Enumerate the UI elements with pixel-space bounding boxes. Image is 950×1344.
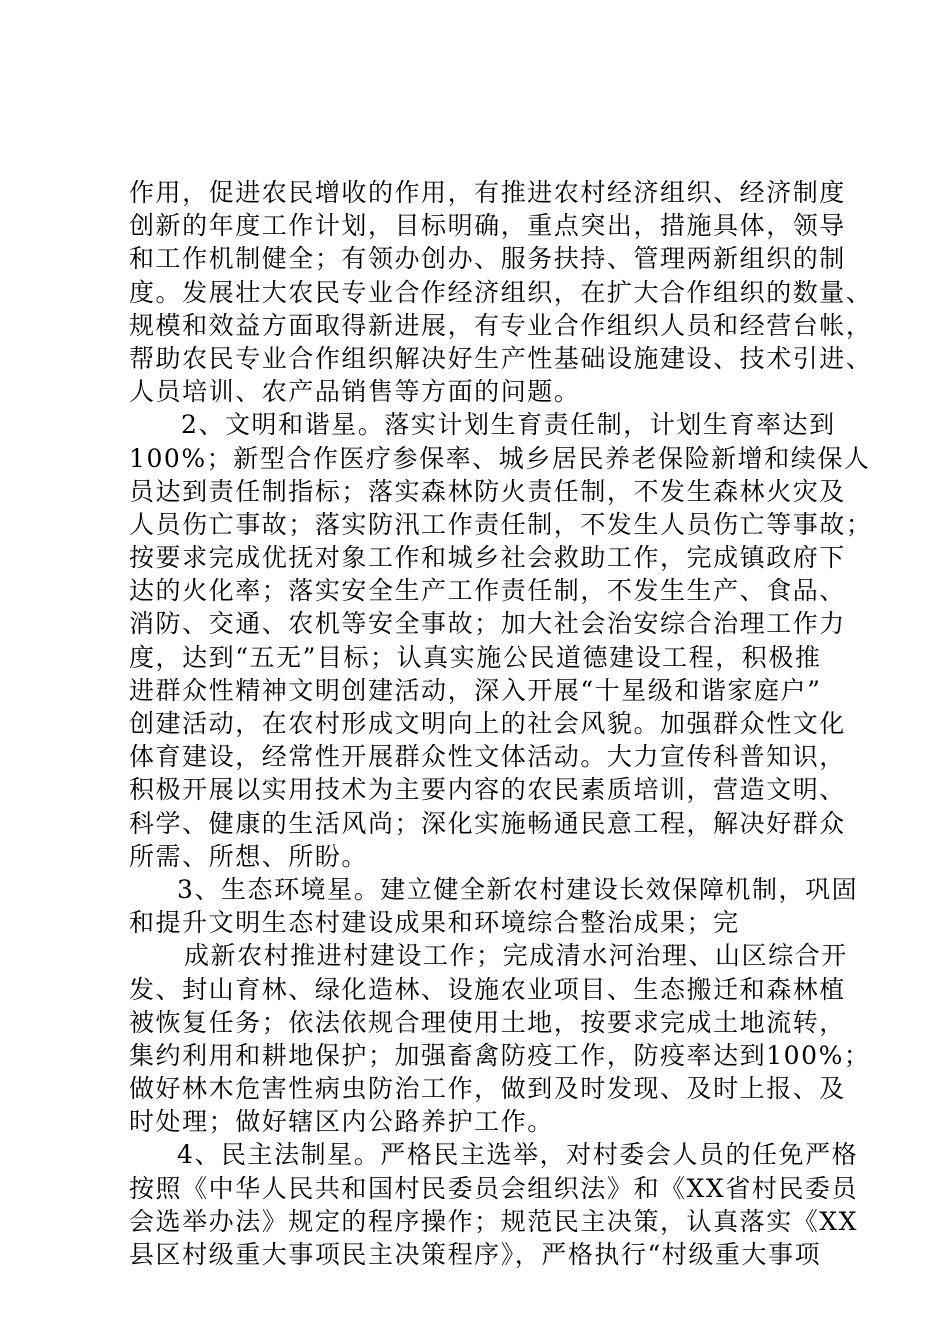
text-line: 按照《中华人民共和国村民委员会组织法》和《XX省村民委员: [129, 1173, 858, 1203]
text-line: 度，达到“五无”目标；认真实施公民道德建设工程，积极推: [129, 642, 822, 672]
text-line: 100%；新型合作医疗参保率、城乡居民养老保险新增和续保人: [129, 443, 871, 473]
text-line: 科学、健康的生活风尚；深化实施畅通民意工程，解决好群众: [129, 808, 846, 838]
text-line: 县区村级重大事项民主决策程序》，严格执行“村级重大事项: [129, 1240, 822, 1269]
text-line: 积极开展以实用技术为主要内容的农民素质培训，营造文明、: [129, 775, 846, 805]
text-line: 和工作机制健全；有领办创办、服务扶持、管理两新组织的制: [129, 244, 846, 274]
paragraph-start-line: 4、民主法制星。严格民主选举，对村委会人员的任免严格: [177, 1140, 859, 1170]
text-line: 消防、交通、农机等安全事故；加大社会治安综合治理工作力: [129, 609, 846, 639]
text-line: 所需、所想、所盼。: [129, 841, 368, 871]
text-line: 人员培训、农产品销售等方面的问题。: [129, 377, 581, 407]
text-line: 进群众性精神文明创建活动，深入开展“十星级和谐家庭户”: [129, 675, 822, 705]
text-line: 帮助农民专业合作组织解决好生产性基础设施建设、技术引进、: [129, 343, 873, 373]
body-text: [129, 176, 873, 1271]
text-line: 做好林木危害性病虫防治工作，做到及时发现、及时上报、及: [129, 1074, 846, 1104]
text-line: 度。发展壮大农民专业合作经济组织，在扩大合作组织的数量、: [129, 277, 873, 307]
text-line: 创新的年度工作计划，目标明确，重点突出，措施具体，领导: [129, 211, 846, 241]
text-line: 员达到责任制指标；落实森林防火责任制，不发生森林火灾及: [129, 476, 846, 506]
paragraph-start-line: 3、生态环境星。建立健全新农村建设长效保障机制，巩固: [177, 874, 859, 904]
paragraph-start-line: 成新农村推进村建设工作；完成清水河治理、山区综合开: [184, 941, 848, 971]
text-line: 创建活动，在农村形成文明向上的社会风貌。加强群众性文化: [129, 709, 846, 738]
text-line: 时处理；做好辖区内公路养护工作。: [129, 1107, 554, 1137]
text-line: 达的火化率；落实安全生产工作责任制，不发生生产、食品、: [129, 576, 846, 606]
paragraph-start-line: 2、文明和谐星。落实计划生育责任制，计划生育率达到: [181, 410, 836, 440]
text-line: 发、封山育林、绿化造林、设施农业项目、生态搬迁和森林植: [129, 974, 846, 1004]
text-line: 人员伤亡事故；落实防汛工作责任制，不发生人员伤亡等事故；: [129, 509, 873, 539]
text-line: 规模和效益方面取得新进展，有专业合作组织人员和经营台帐，: [129, 310, 873, 340]
text-line: 作用，促进农民增收的作用，有推进农村经济组织、经济制度: [129, 178, 846, 207]
text-line: 会选举办法》规定的程序操作；规范民主决策，认真落实《XX: [129, 1206, 858, 1236]
text-line: 被恢复任务；依法依规合理使用土地，按要求完成土地流转，: [129, 1007, 846, 1037]
text-line: 和提升文明生态村建设成果和环境综合整治成果；完: [129, 908, 740, 938]
text-line: 集约利用和耕地保护；加强畜禽防疫工作，防疫率达到100%；: [129, 1040, 871, 1070]
text-line: 体育建设，经常性开展群众性文体活动。大力宣传科普知识，: [129, 742, 846, 772]
text-line: 按要求完成优抚对象工作和城乡社会救助工作，完成镇政府下: [129, 543, 846, 573]
